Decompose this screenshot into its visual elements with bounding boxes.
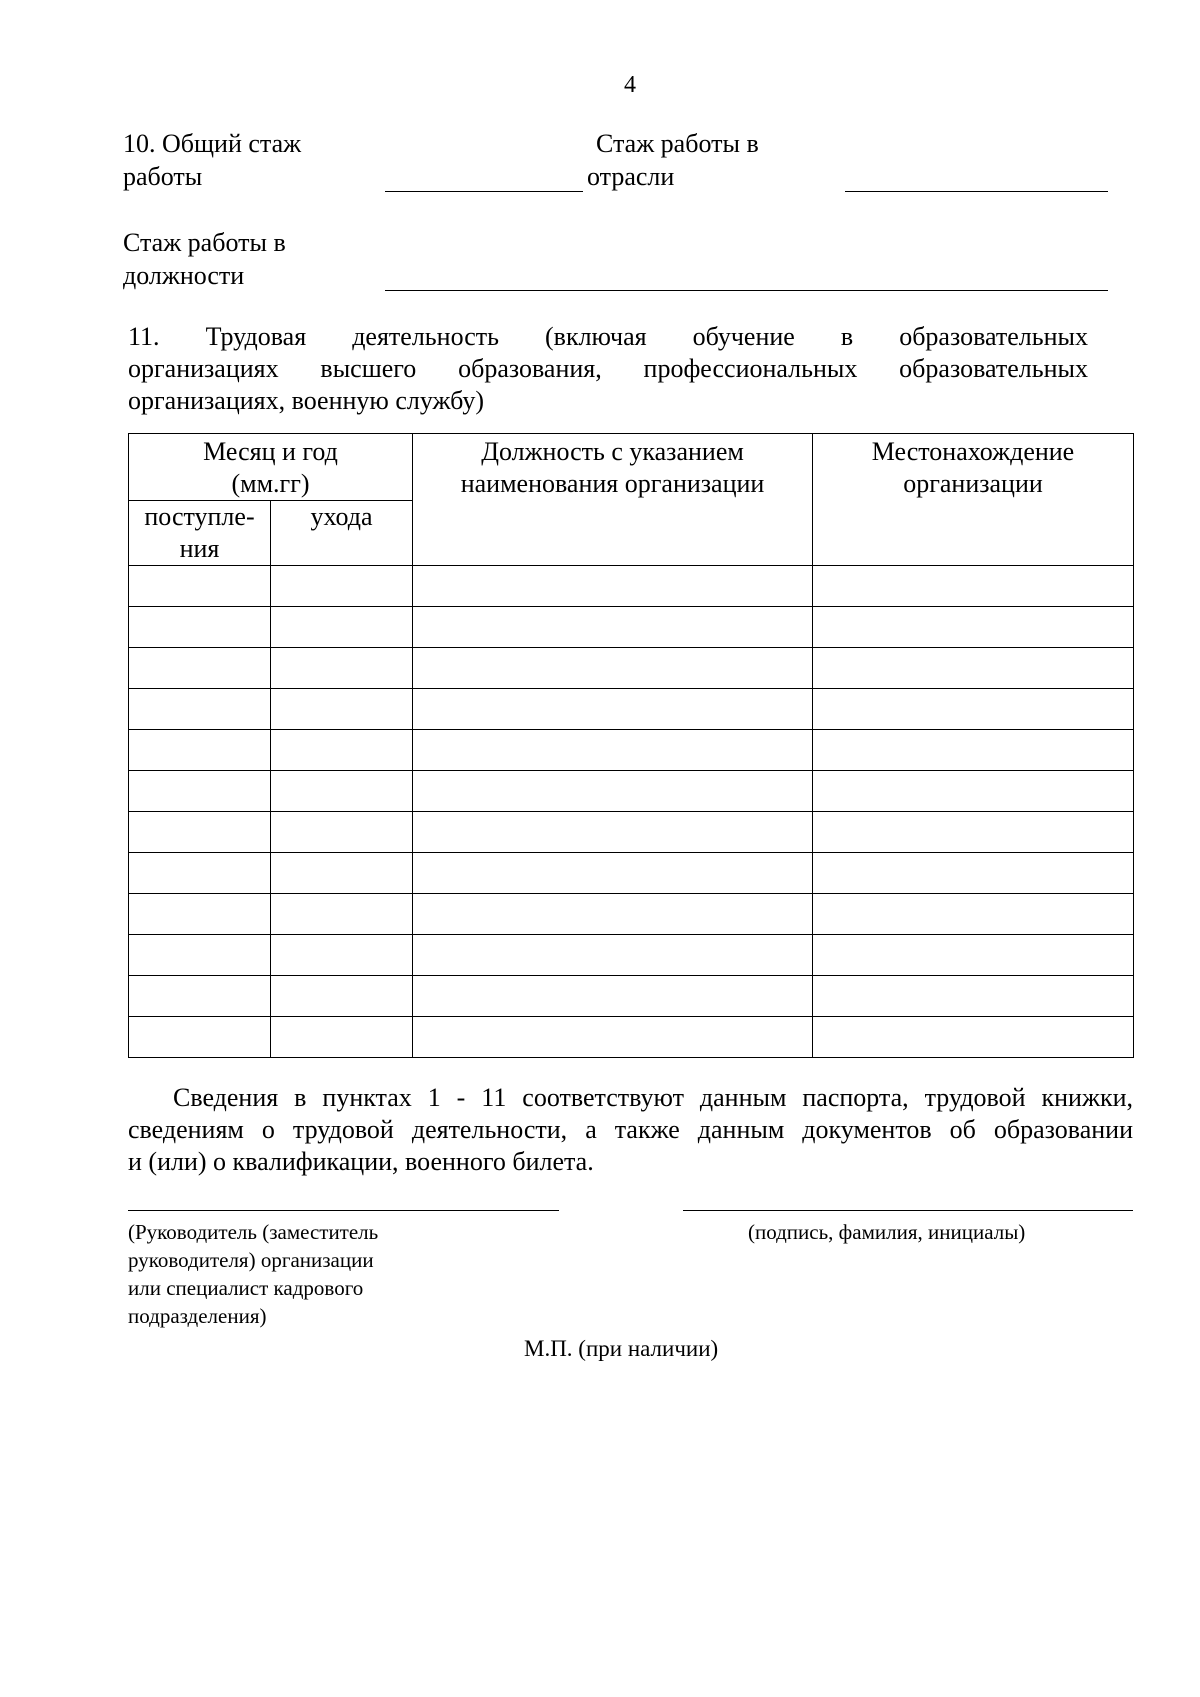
employment-table-body: [129, 566, 1134, 1058]
header-exit-label: ухода: [310, 502, 373, 531]
table-row: [129, 812, 1134, 853]
cell-position[interactable]: [413, 812, 813, 853]
industry-experience-label-line2: отрасли: [587, 162, 675, 191]
table-row: [129, 771, 1134, 812]
section11-line1: 11. Трудовая деятельность (включая обучение в образовательных: [128, 322, 1088, 351]
employment-table: [128, 433, 1134, 1058]
cell-exit-date[interactable]: [271, 689, 413, 730]
cell-location[interactable]: [813, 894, 1134, 935]
industry-experience-field[interactable]: [845, 191, 1108, 192]
page-number: 4: [624, 72, 636, 98]
statement-line1: Сведения в пунктах 1 - 11 соответствуют данным паспорта, трудовой книжки,: [173, 1083, 1133, 1112]
table-row: [129, 648, 1134, 689]
table-row: [129, 1017, 1134, 1058]
cell-location[interactable]: [813, 648, 1134, 689]
header-entry-line1: поступле-: [144, 502, 255, 531]
cell-exit-date[interactable]: [271, 894, 413, 935]
cell-position[interactable]: [413, 689, 813, 730]
table-row: [129, 894, 1134, 935]
industry-experience-label-line1: Стаж работы в: [596, 129, 759, 158]
cell-location[interactable]: [813, 730, 1134, 771]
cell-position[interactable]: [413, 607, 813, 648]
cell-location[interactable]: [813, 689, 1134, 730]
cell-location[interactable]: [813, 976, 1134, 1017]
header-position: [413, 434, 813, 566]
cell-exit-date[interactable]: [271, 935, 413, 976]
cell-entry-date[interactable]: [129, 689, 271, 730]
cell-entry-date[interactable]: [129, 771, 271, 812]
cell-position[interactable]: [413, 648, 813, 689]
statement-line3: и (или) о квалификации, военного билета.: [128, 1147, 594, 1176]
cell-exit-date[interactable]: [271, 730, 413, 771]
position-experience-label-line1: Стаж работы в: [123, 228, 286, 257]
official-caption-line1: (Руководитель (заместитель: [128, 1220, 379, 1244]
cell-position[interactable]: [413, 730, 813, 771]
header-entry-line2: ния: [179, 534, 220, 563]
cell-entry-date[interactable]: [129, 1017, 271, 1058]
cell-exit-date[interactable]: [271, 1017, 413, 1058]
cell-position[interactable]: [413, 894, 813, 935]
header-location-line2: организации: [903, 469, 1043, 498]
cell-location[interactable]: [813, 607, 1134, 648]
section11-line3: организациях, военную службу): [128, 386, 485, 415]
cell-location[interactable]: [813, 771, 1134, 812]
header-entry: [129, 501, 271, 566]
cell-position[interactable]: [413, 853, 813, 894]
cell-exit-date[interactable]: [271, 607, 413, 648]
cell-position[interactable]: [413, 771, 813, 812]
table-row: [129, 976, 1134, 1017]
total-experience-field[interactable]: [385, 191, 583, 192]
table-row: [129, 566, 1134, 607]
cell-position[interactable]: [413, 976, 813, 1017]
cell-entry-date[interactable]: [129, 566, 271, 607]
cell-position[interactable]: [413, 935, 813, 976]
cell-exit-date[interactable]: [271, 976, 413, 1017]
header-exit: [271, 501, 413, 566]
section11-line2: организациях высшего образования, профессиональных образовательных: [128, 354, 1088, 383]
cell-exit-date[interactable]: [271, 648, 413, 689]
table-row: [129, 607, 1134, 648]
cell-entry-date[interactable]: [129, 607, 271, 648]
header-month-year-line2: (мм.гг): [231, 469, 310, 498]
header-month-year: [129, 434, 413, 501]
statement-line2: сведениям о трудовой деятельности, а также данным документов об образовании: [128, 1115, 1133, 1144]
cell-entry-date[interactable]: [129, 935, 271, 976]
cell-location[interactable]: [813, 1017, 1134, 1058]
stamp-label: М.П. (при наличии): [524, 1336, 719, 1361]
cell-exit-date[interactable]: [271, 566, 413, 607]
cell-exit-date[interactable]: [271, 853, 413, 894]
cell-entry-date[interactable]: [129, 648, 271, 689]
official-caption-line2: руководителя) организации: [128, 1248, 374, 1272]
official-caption-line4: подразделения): [128, 1304, 267, 1328]
cell-location[interactable]: [813, 812, 1134, 853]
cell-location[interactable]: [813, 853, 1134, 894]
signature-caption: (подпись, фамилия, инициалы): [748, 1220, 1026, 1244]
header-position-line1: Должность с указанием: [481, 437, 744, 466]
cell-location[interactable]: [813, 566, 1134, 607]
cell-position[interactable]: [413, 566, 813, 607]
header-position-line2: наименования организации: [460, 469, 765, 498]
table-row: [129, 689, 1134, 730]
cell-entry-date[interactable]: [129, 812, 271, 853]
cell-entry-date[interactable]: [129, 976, 271, 1017]
cell-exit-date[interactable]: [271, 771, 413, 812]
cell-entry-date[interactable]: [129, 853, 271, 894]
cell-location[interactable]: [813, 935, 1134, 976]
cell-entry-date[interactable]: [129, 894, 271, 935]
total-experience-label-line2: работы: [123, 162, 203, 191]
header-month-year-line1: Месяц и год: [203, 437, 338, 466]
section11-heading: [128, 321, 1088, 417]
cell-position[interactable]: [413, 1017, 813, 1058]
table-row: [129, 935, 1134, 976]
signature-name-line[interactable]: [683, 1210, 1133, 1211]
table-row: [129, 730, 1134, 771]
cell-entry-date[interactable]: [129, 730, 271, 771]
official-caption-line3: или специалист кадрового: [128, 1276, 364, 1300]
statement: [128, 1082, 1133, 1178]
position-experience-label-line2: должности: [123, 261, 245, 290]
position-experience-field[interactable]: [385, 290, 1108, 291]
header-location: [813, 434, 1134, 566]
cell-exit-date[interactable]: [271, 812, 413, 853]
table-row: [129, 853, 1134, 894]
header-location-line1: Местонахождение: [871, 437, 1075, 466]
total-experience-label-line1: 10. Общий стаж: [123, 129, 302, 158]
official-signature-line[interactable]: [128, 1210, 559, 1211]
